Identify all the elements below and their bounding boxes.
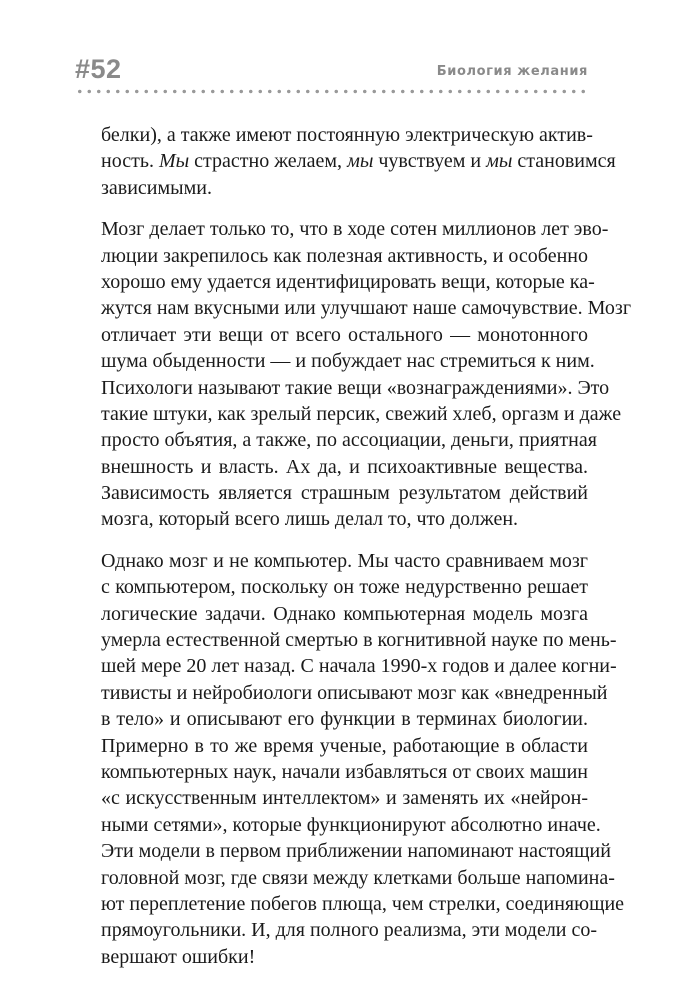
italic-emphasis: мы <box>347 150 374 173</box>
paragraph-gap <box>101 201 588 216</box>
text-line: хорошо ему удается идентифицировать вещи, которые ка- <box>101 270 595 293</box>
text-line: Зависимость является страшным результатом действий <box>101 482 588 505</box>
text-line: логические задачи. Однако компьютерная модель мозга <box>101 602 588 625</box>
text-line: белки), а также имеют постоянную электрическую актив- <box>101 124 593 146</box>
page-number: #52 <box>75 54 122 84</box>
italic-emphasis: мы <box>486 150 513 173</box>
text-line: мозга, который всего лишь делал то, что должен. <box>101 508 519 531</box>
page-header <box>75 54 588 86</box>
text-line: такие штуки, как зрелый персик, свежий хлеб, оргазм и даже <box>101 402 622 425</box>
paragraph <box>101 122 616 201</box>
italic-emphasis: Мы <box>158 150 190 173</box>
text-line: Однако мозг и не компьютер. Мы часто сравниваем мозг <box>101 549 588 572</box>
text-line: с компьютером, поскольку он тоже недурственно решает <box>101 576 588 599</box>
text-line: ют переплетение побегов плюща, чем стрелки, соединяющие <box>101 892 625 915</box>
text-line: «с искусственным интеллектом» и заменять их «нейрон- <box>101 787 588 810</box>
body-text <box>101 122 632 970</box>
text-line: отличает эти вещи от всего остального — монотонного <box>101 323 588 346</box>
text-segment: чувствуем и <box>373 150 487 173</box>
text-line: головной мозг, где связи между клетками больше напомина- <box>101 866 615 889</box>
text-line: вершают ошибки! <box>101 945 256 968</box>
text-line: шей мере 20 лет назад. С начала 1990-х годов и далее когни- <box>101 655 617 678</box>
text-line: зависимыми. <box>101 176 212 199</box>
text-line <box>101 148 616 174</box>
text-line: компьютерных наук, начали избавляться от своих машин <box>101 760 588 783</box>
paragraph-gap <box>101 533 588 548</box>
paragraph <box>101 548 625 970</box>
paragraph <box>101 216 632 533</box>
text-line: Мозг делает только то, что в ходе сотен миллионов лет эво- <box>101 218 609 241</box>
text-line: прямоугольники. И, для полного реализма, эти модели со- <box>101 919 598 942</box>
text-line: Примерно в то же время ученые, работающие в области <box>101 734 588 757</box>
text-segment: страстно желаем, <box>189 150 348 173</box>
text-segment: ность. <box>101 150 159 173</box>
text-line: умерла естественной смертью в когнитивной науке по мень- <box>101 629 617 652</box>
dotted-divider <box>75 89 588 94</box>
text-line: внешность и власть. Ах да, и психоактивные вещества. <box>101 455 588 478</box>
text-line: тивисты и нейробиологи описывают мозг как «внедренный <box>101 681 608 704</box>
text-line: ными сетями», которые функционируют абсолютно иначе. <box>101 813 601 836</box>
text-line: в тело» и описывают его функции в терминах биологии. <box>101 708 588 731</box>
text-line: жутся нам вкусными или улучшают наше самочувствие. Мозг <box>101 297 632 320</box>
text-line: шума обыденности — и побуждает нас стремиться к ним. <box>101 350 595 373</box>
text-line: Психологи называют такие вещи «вознаграждениями». Это <box>101 376 610 399</box>
text-segment: становимся <box>512 150 616 173</box>
text-line: просто объятия, а также, по ассоциации, деньги, приятная <box>101 429 597 452</box>
running-title: Биология желания <box>436 64 588 79</box>
text-line: люции закрепилось как полезная активность, и особенно <box>101 244 588 267</box>
text-line: Эти модели в первом приближении напоминают настоящий <box>101 840 611 863</box>
